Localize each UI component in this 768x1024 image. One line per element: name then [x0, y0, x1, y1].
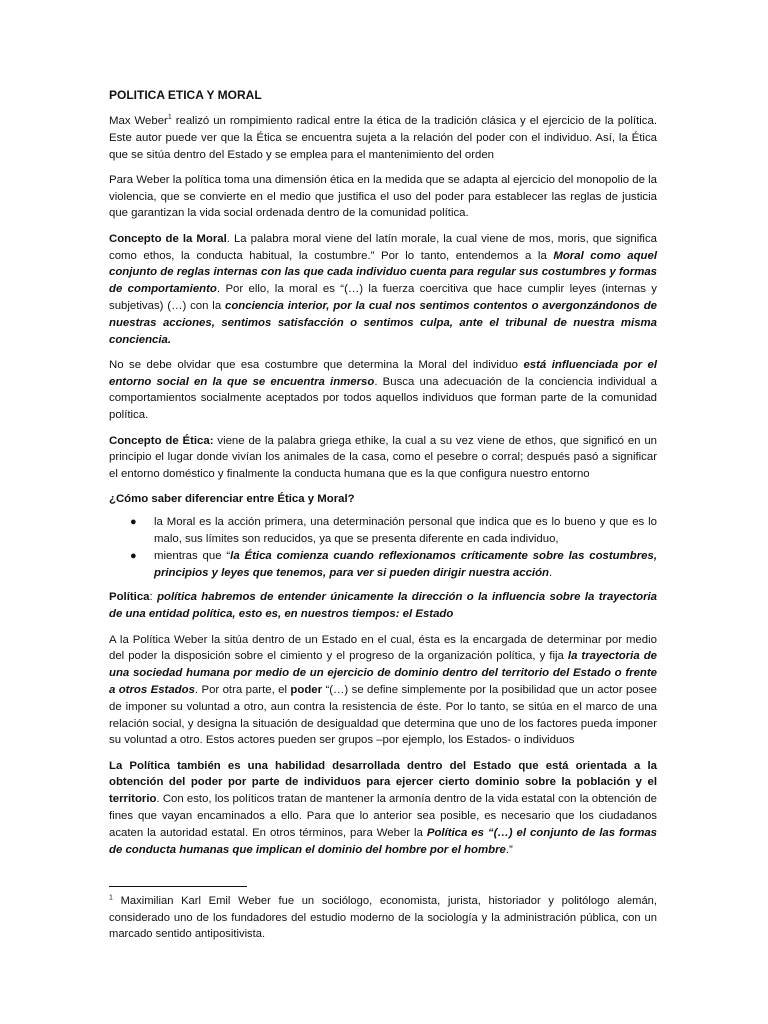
paragraph-ethics-concept — [109, 433, 657, 483]
emphasis: está influenciada por el entorno social en la que se encuentra inmerso — [109, 358, 657, 388]
footnote-text: Maximilian Karl Emil Weber fue un sociólogo, economista, jurista, historiador y politólogo alemán, considerado uno de los fundadores del estudio moderno de la sociología y la administración pública, con un marcado sentido antipositivista. — [109, 895, 657, 940]
paragraph-politics-definition — [109, 589, 657, 623]
document-body — [109, 86, 657, 867]
paragraph-moral-concept — [109, 231, 657, 349]
text-run: realizó un rompimiento radical entre la ética de la tradición clásica y el ejercicio de la política. Este autor puede ver que la Ética se encuentra sujeta a la relación del poder con el individuo. Así, la Ética que se sitúa dentro del Estado y se emplea para el mantenimiento del orden — [109, 115, 657, 161]
politics-heading: Política — [109, 591, 150, 604]
text-run: : — [149, 591, 158, 604]
text-run: . La palabra moral viene del latín morale, la cual viene de mos, moris, que significa como ethos, la conducta habitual, la costumbre.” Por lo tanto, entendemos a la — [109, 232, 657, 262]
document-title: POLITICA ETICA Y MORAL — [109, 88, 262, 102]
paragraph-weber-intro — [109, 113, 657, 163]
bold-term: poder — [290, 683, 323, 696]
footnote-number: 1 — [109, 894, 113, 902]
text-run: . Con esto, los políticos tratan de mantener la armonía dentro de la vida estatal con la obtención de fines que vayan encaminados a ello. Para que lo anterior sea posible, es necesario que los ciudadanos acaten la autoridad estatal. En otros términos, para Weber la — [109, 793, 657, 839]
bold-statement: La Política también es una habilidad desarrollada dentro del Estado que está orientada a la obtención del poder por parte de individuos para ejercer cierto dominio sobre la población y el territorio — [109, 759, 657, 806]
paragraph-moral-social — [109, 357, 657, 424]
text-run: viene de la palabra griega ethike, la cual a su vez viene de ethos, que significó en un principio el lugar donde vivían los animales de la casa, como el pesebre o corral; después pasó a significar el entorno doméstico y finalmente la conducta humana que es la que configura nuestro entorno — [109, 434, 657, 481]
text-run: A la Política Weber la sitúa dentro de un Estado en el cual, ésta es la encargada de determinar por medio del poder la disposición sobre el cimiento y el progreso de la organización política, y fija — [109, 633, 657, 663]
bullet-list — [109, 514, 657, 581]
paragraph-politics-state — [109, 632, 657, 750]
text-run: . Por otra parte, el — [194, 683, 291, 696]
footnote-separator — [109, 886, 247, 887]
text-run: mientras que “ — [154, 549, 231, 562]
emphasis: Política es “(…) el conjunto de las formas de conducta humanas que implican el dominio del hombre por el hombre — [109, 826, 657, 856]
text-run: la Moral es la acción primera, una determinación personal que indica que es lo bueno y que es lo malo, sus límites son reducidos, ya que se presenta diferente en cada individuo, — [154, 516, 657, 546]
footnote-ref[interactable]: 1 — [167, 114, 172, 122]
list-item — [109, 548, 657, 582]
footnote — [109, 893, 657, 943]
text-run: . Busca una adecuación de la conciencia individual a comportamientos socialmente aceptados por todos aquellos individuos que forman parte de la comunidad política. — [109, 375, 657, 422]
emphasis: la trayectoria de una sociedad humana por medio de un ejercicio de dominio dentro del territorio del Estado o frente a otros Estados — [109, 650, 657, 696]
text-run: . — [549, 566, 553, 579]
list-item — [109, 514, 657, 548]
text-run: Max Weber — [109, 115, 168, 127]
emphasis: la Ética comienza cuando reflexionamos críticamente sobre las costumbres, principios y leyes que tenemos, para ver si pueden dirigir nuestra acción — [154, 549, 657, 579]
text-run: No se debe olvidar que esa costumbre que determina la Moral del individuo — [109, 358, 524, 371]
emphasis: política habremos de entender únicamente la dirección o la influencia sobre la trayectoria de una entidad política, esto es, en nuestros tiempos: el Estado — [109, 591, 658, 621]
moral-concept-heading: Concepto de la Moral — [109, 232, 227, 245]
emphasis: conciencia interior, por la cual nos sentimos contentos o avergonzándonos de nuestras acciones, sentimos satisfacción o sentimos culpa, ante el tribunal de nuestra misma conciencia. — [109, 299, 657, 346]
bullet-icon: ● — [130, 549, 137, 562]
text-run: .” — [505, 843, 513, 856]
question-heading: ¿Cómo saber diferenciar entre Ética y Moral? — [109, 493, 355, 506]
bullet-icon: ● — [130, 516, 137, 529]
text-run: . Por ello, la moral es “(…) la fuerza coercitiva que hace cumplir leyes (internas y subjetivas) (…) con la — [109, 283, 657, 312]
ethics-concept-heading: Concepto de Ética: — [109, 434, 214, 447]
paragraph-politics-ethics: Para Weber la política toma una dimensión ética en la medida que se adapta al ejercicio del monopolio de la violencia, que se convierte en el medio que justifica el uso del poder para establecer las reglas de justicia que garantizan la vida social ordenada dentro de la comunidad política. — [109, 173, 657, 220]
text-run: “(…) se define simplemente por la posibilidad que un actor posee de imponer su voluntad a otro, aun contra la resistencia de éste. Por lo tanto, se sitúa en el marco de una relación social, y designa la situación de desigualdad que determina que uno de los factores pueda imponer su voluntad a otro. Estos actores pueden ser grupos –por ejemplo, los Estados- o individuos — [109, 683, 657, 747]
paragraph-politics-skill — [109, 758, 657, 859]
emphasis: Moral como aquel conjunto de reglas internas con las que cada individuo cuenta para regular sus costumbres y formas de comportamiento — [109, 249, 657, 296]
